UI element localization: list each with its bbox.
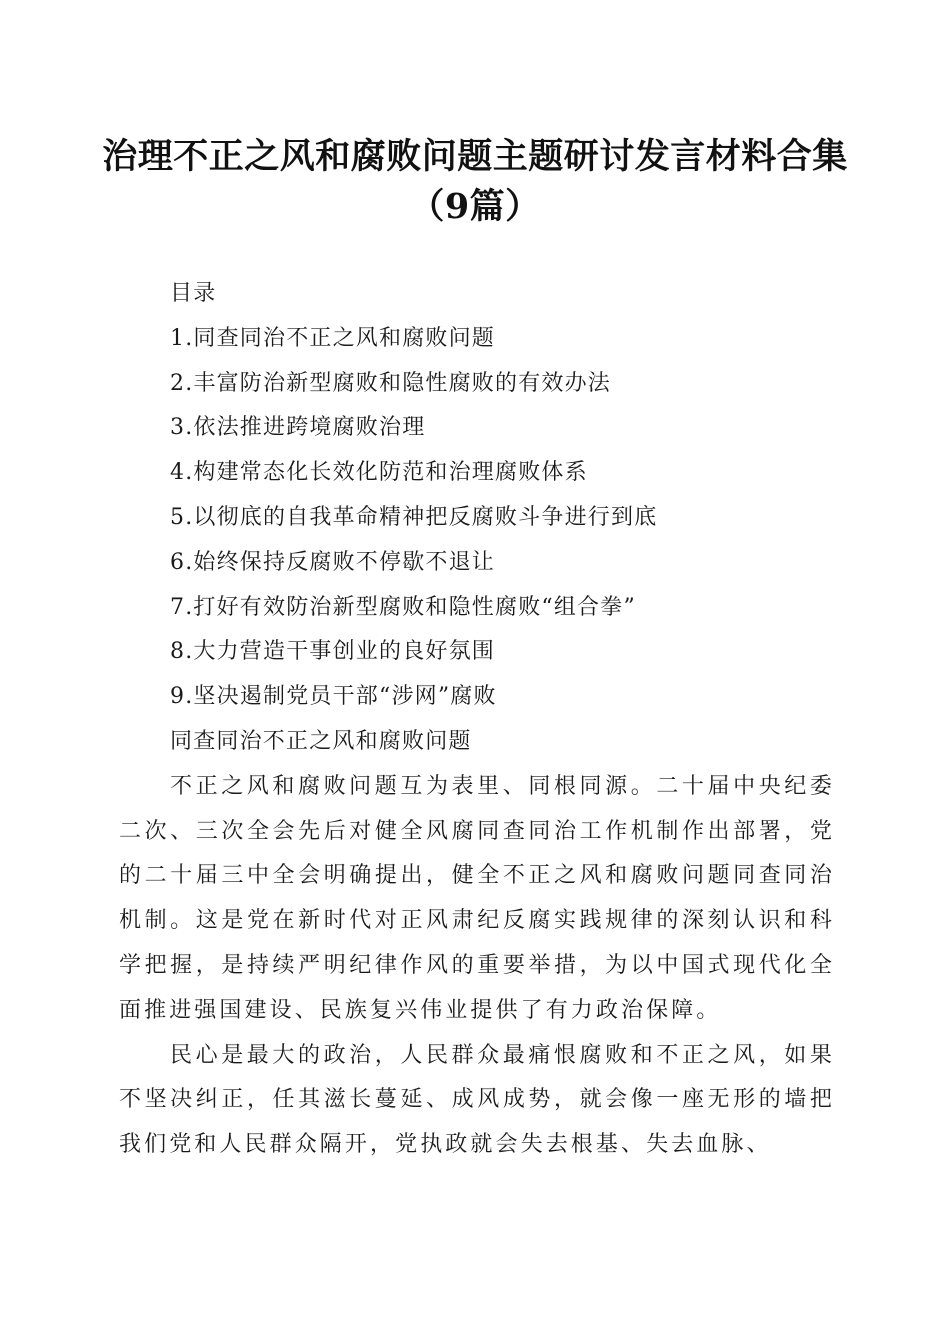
toc-item: 8.大力营造干事创业的良好氛围 [170,639,495,665]
toc-item: 1.同查同治不正之风和腐败问题 [170,325,495,351]
toc-heading: 目录 [170,281,217,306]
toc-item: 3.依法推进跨境腐败治理 [170,415,426,441]
toc-item: 4.构建常态化长效化防范和治理腐败体系 [170,460,588,486]
document-title: 治理不正之风和腐败问题主题研讨发言材料合集（9篇） [102,136,848,227]
section-heading: 同查同治不正之风和腐败问题 [170,728,472,754]
toc-item: 6.始终保持反腐败不停歇不退让 [170,549,495,575]
document-body [119,272,835,1168]
toc-item: 9.坚决遏制党员干部“涉网”腐败 [170,684,497,710]
toc-item: 7.打好有效防治新型腐败和隐性腐败“组合拳” [170,594,636,620]
toc-item: 2.丰富防治新型腐败和隐性腐败的有效办法 [170,370,611,396]
toc-item: 5.以彻底的自我革命精神把反腐败斗争进行到底 [170,504,658,530]
body-paragraph: 不正之风和腐败问题互为表里、同根同源。二十届中央纪委二次、三次全会先后对健全风腐同查同治工作机制作出部署，党的二十届三中全会明确提出，健全不正之风和腐败问题同查同治机制。这是党在新时代对正风肃纪反腐实践规律的深刻认识和科学把握，是持续严明纪律作风的重要举措，为以中国式现代化全面推进强国建设、民族复兴伟业提供了有力政治保障。 [119,773,835,1023]
body-paragraph: 民心是最大的政治，人民群众最痛恨腐败和不正之风，如果不坚决纠正，任其滋长蔓延、成风成势，就会像一座无形的墙把我们党和人民群众隔开，党执政就会失去根基、失去血脉、 [119,1042,835,1158]
